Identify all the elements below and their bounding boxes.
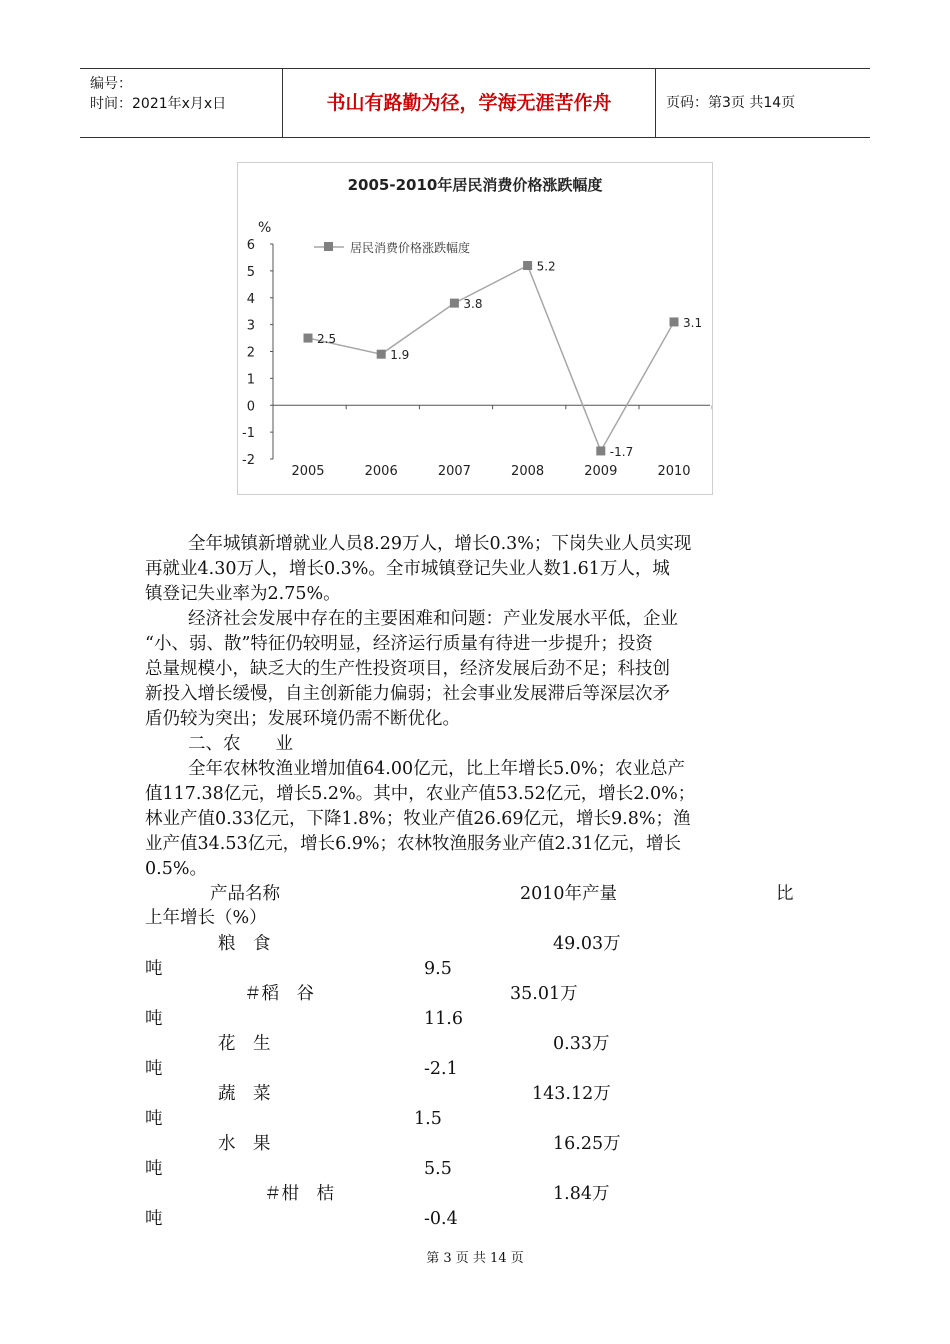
y-tick-label: 0 — [246, 399, 255, 415]
data-label: 5.2 — [536, 259, 556, 274]
row-growth: 9.5 — [424, 959, 452, 979]
data-point — [596, 446, 605, 455]
para2-line1: 经济社会发展中存在的主要困难和问题：产业发展水平低，企业 — [188, 609, 678, 629]
x-tick-label: 2007 — [437, 464, 471, 479]
table-header-output: 2010年产量 — [520, 884, 618, 904]
chart-marks — [304, 260, 703, 459]
row-output: 16.25万 — [553, 1134, 621, 1154]
data-label: 1.9 — [390, 348, 410, 363]
chart-axes — [242, 238, 712, 479]
y-tick-label: 4 — [246, 291, 255, 307]
x-tick-label: 2009 — [584, 464, 618, 479]
para2-line4: 新投入增长缓慢，自主创新能力偏弱；社会事业发展滞后等深层次矛 — [145, 684, 670, 704]
data-point — [377, 350, 386, 359]
legend-marker — [324, 242, 333, 251]
row-output: 35.01万 — [510, 984, 578, 1004]
row-name: 蔬 菜 — [218, 1084, 271, 1104]
para1-line2: 再就业4.30万人，增长0.3%。全市城镇登记失业人数1.61万人，城 — [145, 559, 670, 579]
cpi-chart — [237, 162, 713, 495]
y-tick-label: -1 — [242, 426, 255, 442]
data-label: -1.7 — [609, 444, 634, 459]
y-tick-label: 2 — [246, 345, 255, 361]
row-unit: 吨 — [145, 1059, 163, 1079]
para2-line3: 总量规模小，缺乏大的生产性投资项目，经济发展后劲不足；科技创 — [145, 659, 670, 679]
row-name: ＃稻 谷 — [244, 984, 314, 1004]
row-growth: 11.6 — [424, 1009, 463, 1029]
para2-line2: “小、弱、散”特征仍较明显，经济运行质量有待进一步提升；投资 — [145, 634, 653, 654]
chart-legend — [314, 240, 470, 255]
row-output: 143.12万 — [532, 1084, 611, 1104]
table-header-name: 产品名称 — [210, 884, 280, 904]
number-label: 编号： — [90, 76, 132, 92]
row-name: 水 果 — [218, 1134, 271, 1154]
data-label: 2.5 — [317, 332, 337, 347]
x-tick-label: 2005 — [291, 464, 325, 479]
data-label: 3.1 — [683, 315, 703, 330]
row-name: 粮 食 — [218, 934, 271, 954]
para3-line5: 0.5%。 — [145, 859, 207, 879]
series-line — [308, 266, 674, 451]
header-meta — [80, 69, 283, 137]
para3-line2: 值117.38亿元，增长5.2%。其中，农业产值53.52亿元，增长2.0%； — [145, 784, 696, 804]
row-unit: 吨 — [145, 1159, 163, 1179]
row-growth: -0.4 — [424, 1209, 458, 1229]
data-point — [450, 299, 459, 308]
section-heading: 二、农 业 — [188, 734, 293, 754]
table-header-growth-b: 上年增长（%） — [145, 908, 267, 928]
time-label: 时间：2021年x月x日 — [90, 96, 227, 112]
legend-label: 居民消费价格涨跌幅度 — [350, 241, 471, 255]
data-label: 3.8 — [463, 297, 483, 312]
data-point — [304, 334, 313, 343]
y-tick-label: 3 — [246, 318, 255, 334]
row-output: 1.84万 — [553, 1184, 610, 1204]
chart-svg — [238, 163, 712, 494]
para3-line1: 全年农林牧渔业增加值64.00亿元，比上年增长5.0%；农业总产 — [188, 759, 686, 779]
x-tick-label: 2008 — [511, 464, 545, 479]
para3-line4: 业产值34.53亿元，增长6.9%；农林牧渔服务业产值2.31亿元，增长 — [145, 834, 682, 854]
page-header — [80, 68, 870, 138]
y-tick-label: 1 — [246, 372, 255, 388]
y-tick-label: -2 — [242, 453, 255, 468]
row-output: 49.03万 — [553, 934, 621, 954]
page-footer: 第 3 页 共 14 页 — [426, 1251, 524, 1266]
para1-line3: 镇登记失业率为2.75%。 — [145, 584, 341, 604]
chart-title: 2005-2010年居民消费价格涨跌幅度 — [347, 176, 603, 194]
row-unit: 吨 — [145, 1109, 163, 1129]
table-header-growth-a: 比 — [776, 884, 794, 904]
row-growth: -2.1 — [424, 1059, 458, 1079]
row-growth: 1.5 — [414, 1109, 442, 1129]
y-axis-unit: % — [258, 220, 272, 236]
data-point — [523, 261, 532, 270]
header-motto: 书山有路勤为径，学海无涯苦作舟 — [283, 69, 656, 137]
data-point — [670, 317, 679, 326]
para3-line3: 林业产值0.33亿元，下降1.8%；牧业产值26.69亿元，增长9.8%；渔 — [145, 809, 691, 829]
row-unit: 吨 — [145, 959, 163, 979]
row-unit: 吨 — [145, 1209, 163, 1229]
x-tick-label: 2006 — [364, 464, 398, 479]
x-tick-label: 2010 — [657, 464, 691, 479]
row-unit: 吨 — [145, 1009, 163, 1029]
header-page-label: 页码：第3页 共14页 — [666, 95, 796, 111]
y-tick-label: 5 — [246, 264, 255, 280]
row-growth: 5.5 — [424, 1159, 452, 1179]
row-name: 花 生 — [218, 1034, 271, 1054]
para2-line5: 盾仍较为突出；发展环境仍需不断优化。 — [145, 709, 460, 729]
row-output: 0.33万 — [553, 1034, 610, 1054]
row-name: ＃柑 桔 — [264, 1184, 334, 1204]
y-tick-label: 6 — [246, 238, 255, 253]
para1-line1: 全年城镇新增就业人员8.29万人，增长0.3%；下岗失业人员实现 — [188, 534, 692, 554]
